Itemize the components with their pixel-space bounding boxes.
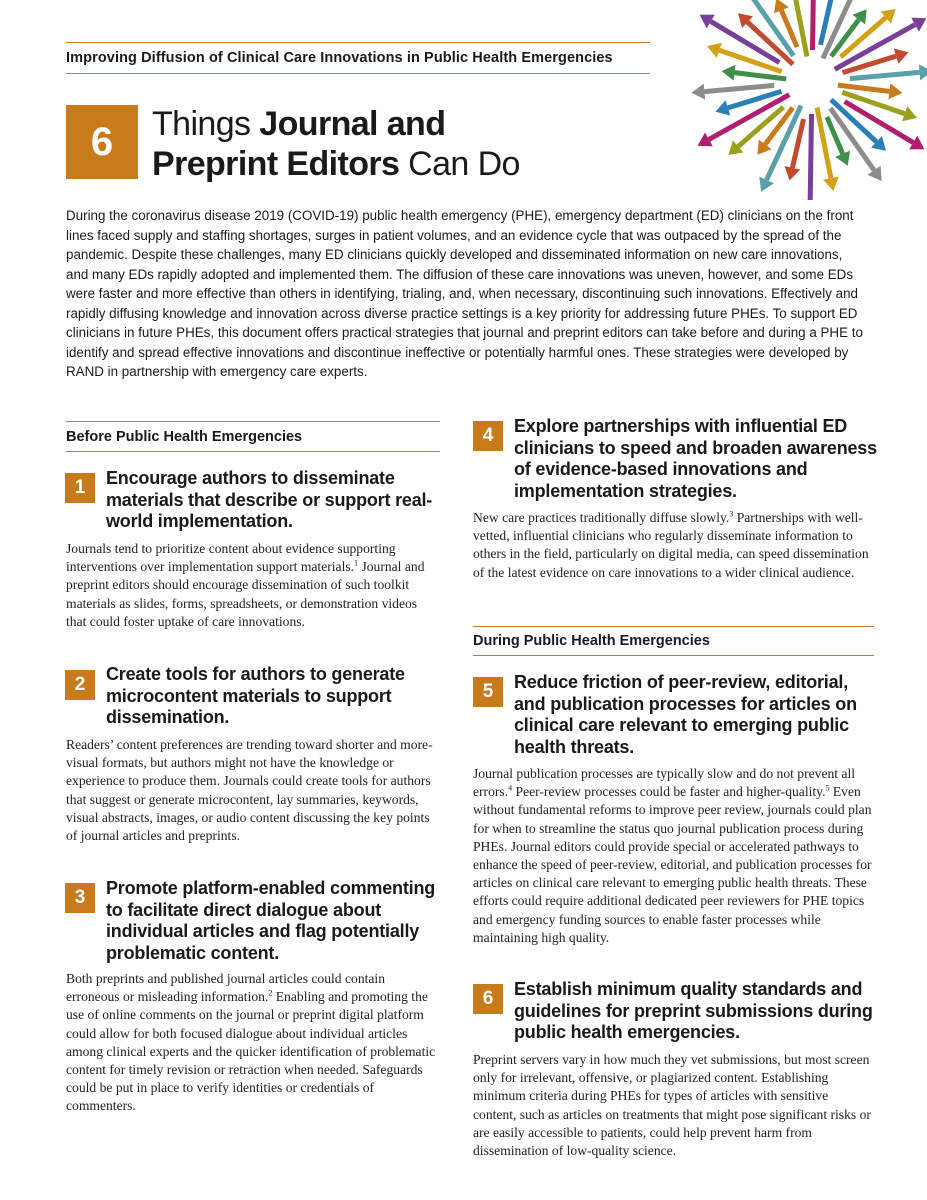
before-section-top-rule	[66, 421, 440, 422]
item-6-heading: Establish minimum quality standards and guidelines for preprint submissions during public health emergencies.	[514, 979, 873, 1042]
burst-arrow-head	[785, 166, 801, 180]
item-4-heading: Explore partnerships with influential ED clinicians to speed and broaden awareness of evidence-based innovations and implementation strategies.	[514, 416, 877, 501]
burst-arrow-shaft	[704, 85, 774, 91]
item-1-heading: Encourage authors to disseminate materials that describe or support real-world implementation.	[106, 468, 433, 531]
burst-arrow-head	[888, 83, 902, 99]
during-section-bottom-rule	[473, 655, 874, 656]
item-3-number: 3	[65, 883, 95, 913]
item-2-number: 2	[65, 670, 95, 700]
before-section-bottom-rule	[66, 451, 440, 452]
item-1-number: 1	[65, 473, 95, 503]
burst-arrow-shaft	[793, 0, 807, 56]
item-1-body: Journals tend to prioritize content about evidence supporting interventions over implementation support materials.$^1$ Journal and preprint editors should encourage dissemination of such toolkit materials as slides, forms, spreadsheets, or demonstration videos that could foster uptake of care innovations.	[66, 541, 425, 629]
burst-arrow-shaft	[812, 0, 813, 50]
item-5-body: Journal publication processes are typically slow and do not prevent all errors.$^4$ Peer-review processes could be faster and higher-quality.$^5$ Even without fundamental reforms to improve peer review, journals could plan for when to streamline the status quo journal publication process during PHEs. Journal editors could provide special or accelerated pathways to enhance the speed of peer-review, editorial, and publication processes for articles on clinical care relevant to emerging public health threats. These efforts could require additional dedicated peer reviewers for PHE topics and emergency funding sources to enable faster processes while maintaining high quality.	[473, 766, 872, 945]
burst-arrow-head	[722, 65, 736, 81]
section-heading-during: During Public Health Emergencies	[473, 633, 710, 649]
during-section-top-rule	[473, 626, 874, 627]
burst-arrow-shaft	[810, 114, 811, 200]
series-rule	[66, 73, 650, 74]
burst-arrow-head	[919, 64, 927, 80]
item-2-heading: Create tools for authors to generate microcontent materials to support dissemination.	[106, 664, 405, 727]
section-heading-before: Before Public Health Emergencies	[66, 429, 303, 445]
burst-arrow-shaft	[838, 85, 890, 91]
item-4-body: New care practices traditionally diffuse slowly.$^3$ Partnerships with well-vetted, influential clinicians who regularly disseminate information to others in the field, particularly on digital media, can speed dissemination of the latest evidence on care innovations to a wider clinical audience.	[473, 509, 869, 580]
title-number-badge: 6	[66, 105, 138, 179]
series-title: Improving Diffusion of Clinical Care Innovations in Public Health Emergencies	[66, 50, 613, 66]
item-6-body: Preprint servers vary in how much they vet submissions, but most screen only for irrelevant, offensive, or plagiarized content. Establishing minimum criteria during PHEs for types of articles with sensitive content, such as articles on treatments that might pose significant risks or are easily accessible to patients, could help prevent harm from dissemination of low-quality science.	[473, 1052, 871, 1159]
item-3-body: Both preprints and published journal articles could contain erroneous or misleading information.$^2$ Enabling and promoting the use of online comments on the journal or preprint digital platform could allow for both focused dialogue about individual articles among clinical experts and the quicker identification of problematic content for timely revision or retraction when needed. Safeguards could be put in place to verify identities or credentials of commenters.	[66, 971, 436, 1114]
item-2-body: Readers’ content preferences are trending toward shorter and more-visual formats, but authors might not have the knowledge or experience to produce them. Journals could create tools for authors that suggest or generate microcontent, lay summaries, keywords, visual abstracts, images, or audio content discussing the key points of journal articles and preprints.	[66, 737, 433, 844]
item-5-heading: Reduce friction of peer-review, editorial, and publication processes for articles on clinical care relevant to emerging public health threats.	[514, 672, 857, 757]
item-5-number: 5	[473, 677, 503, 707]
page-title: Things Journal and Preprint Editors Can Do	[152, 105, 520, 183]
burst-arrow-head	[823, 177, 839, 191]
top-rule	[66, 42, 650, 43]
item-6-number: 6	[473, 984, 503, 1014]
burst-arrow-head	[691, 84, 705, 100]
intro-paragraph: During the coronavirus disease 2019 (COVID-19) public health emergency (PHE), emergency department (ED) clinicians on the front lines faced supply and staffing shortages, surges in patient volumes, and an evidence cycle that was outpaced by the spread of the pandemic. Despite these challenges, many ED clinicians quickly developed and disseminated information on new care innovations, and many EDs rapidly adopted and implemented them. The diffusion of these care innovations was uneven, however, and some EDs were faster and more effective than others in identifying, trialing, and, when necessary, discontinuing such innovations. Effectively and rapidly diffusing knowledge and innovation across diverse practice settings is a key priority for addressing future PHEs. To support ED clinicians in future PHEs, this document offers practical strategies that journal and preprint editors can take before and during a PHE to identify and spread effective innovations and discontinue ineffective or potentially harmful ones. These strategies were developed by RAND in partnership with emergency care experts.	[66, 208, 863, 379]
item-4-number: 4	[473, 421, 503, 451]
item-3-heading: Promote platform-enabled commenting to facilitate direct dialogue about individual articles and flag potentially problematic content.	[106, 878, 436, 963]
burst-arrow-shaft	[850, 72, 920, 78]
burst-arrow-shaft	[735, 73, 787, 79]
